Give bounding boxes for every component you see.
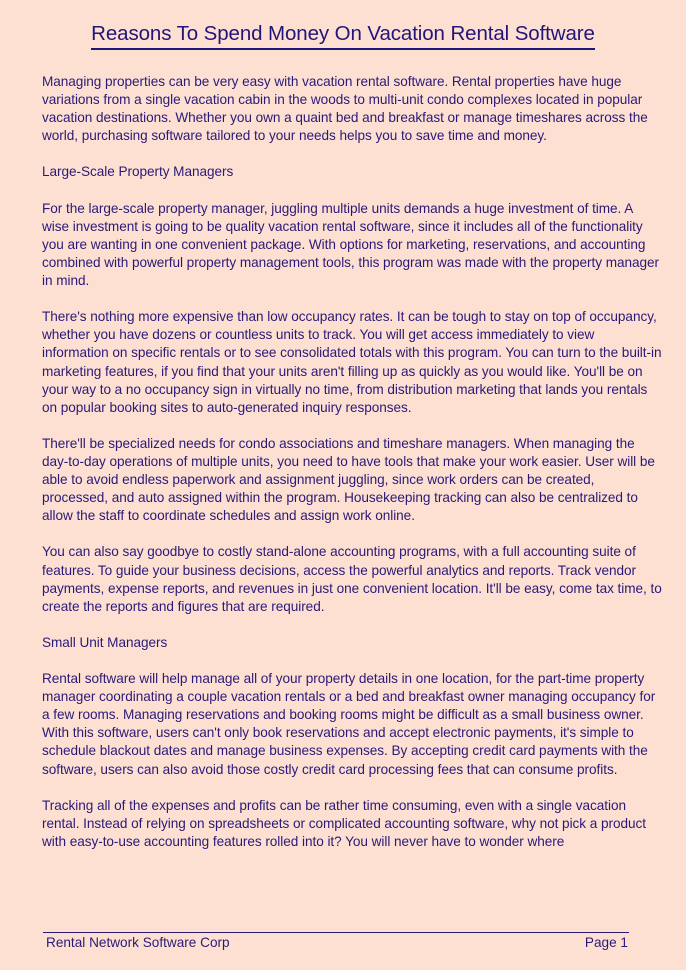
footer-divider: [43, 932, 629, 933]
paragraph: Tracking all of the expenses and profits can be rather time consuming, even with a single vacation rental. Instead of relying on spreadsheets or complicated accounting software, why not pick a product with easy-to-use accounting features rolled into it? You will never have to wonder where: [42, 797, 646, 849]
document-title: Reasons To Spend Money On Vacation Rental Software: [91, 22, 595, 50]
paragraph: For the large-scale property manager, juggling multiple units demands a huge investment of time. A wise investment is going to be quality vacation rental software, since it includes all of the functionality you are wanting in one convenient package. With options for marketing, reservations, and accounting combined with powerful property management tools, this program was made with the property manager in mind.: [42, 200, 659, 289]
section-heading-large-scale: Large-Scale Property Managers: [42, 164, 234, 180]
document-body: [42, 73, 662, 869]
paragraph: There'll be specialized needs for condo associations and timeshare managers. When managing the day-to-day operations of multiple units, you need to have tools that make your work easier. User will be able to avoid endless paperwork and assignment juggling, since work orders can be created, processed, and auto assigned within the program. Housekeeping tracking can also be centralized to allow the staff to coordinate schedules and assign work online.: [42, 435, 655, 524]
paragraph: There's nothing more expensive than low occupancy rates. It can be tough to stay on top of occupancy, whether you have dozens or countless units to track. You will get access immediately to view information on specific rentals or to see consolidated totals with this program. You can turn to the built-in marketing features, if you find that your units aren't filling up as quickly as you would like. You'll be on your way to a no occupancy sign in virtually no time, from distribution marketing that lands you rentals on popular booking sites to auto-generated inquiry responses.: [42, 309, 662, 415]
paragraph: Rental software will help manage all of your property details in one location, for the part-time property manager coordinating a couple vacation rentals or a bed and breakfast owner managing occupancy for a few rooms. Managing reservations and booking rooms might be difficult as a small business owner. With this software, users can't only book reservations and accept electronic payments, it's simple to schedule blackout dates and manage business expenses. By accepting credit card payments with the software, users can also avoid those costly credit card processing fees that can consume profits.: [42, 671, 656, 777]
footer-page-number: Page 1: [584, 935, 628, 950]
footer-company: Rental Network Software Corp: [46, 935, 230, 950]
paragraph: You can also say goodbye to costly stand-alone accounting programs, with a full accounting suite of features. To guide your business decisions, access the powerful analytics and reports. Track vendor payments, expense reports, and revenues in just one convenient location. It'll be easy, come tax time, to create the reports and figures that are required.: [42, 544, 662, 614]
title-container: [0, 22, 686, 50]
intro-paragraph: Managing properties can be very easy with vacation rental software. Rental properties have huge variations from a single vacation cabin in the woods to multi-unit condo complexes located in popular vacation destinations. Whether you own a quaint bed and breakfast or manage timeshares across the world, purchasing software tailored to your needs helps you to save time and money.: [42, 74, 648, 144]
section-heading-small-unit: Small Unit Managers: [42, 634, 168, 650]
